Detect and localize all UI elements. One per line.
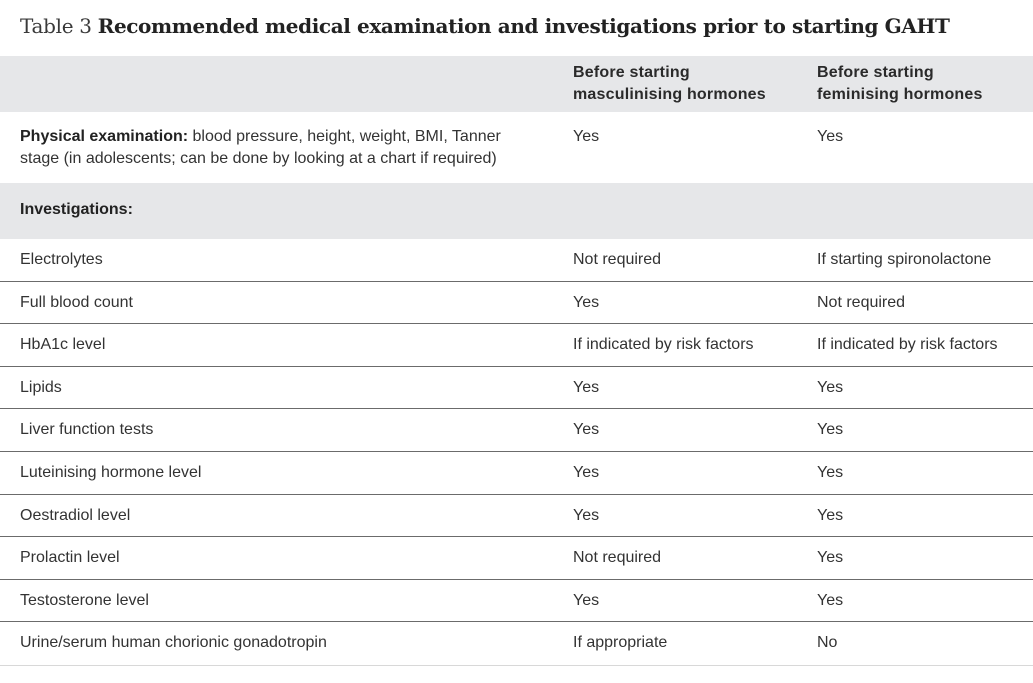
- masc-value: Yes: [573, 421, 600, 439]
- test-name: Prolactin level: [20, 549, 120, 567]
- table-header-row: [0, 56, 1033, 112]
- header-masc-line1: Before starting: [573, 64, 690, 81]
- table-row: [0, 622, 1033, 666]
- table-title: Recommended medical examination and investigations prior to starting GAHT: [97, 14, 950, 38]
- fem-value: Yes: [817, 549, 844, 567]
- physical-examination-detail: blood pressure, height, weight, BMI, Tanner: [188, 128, 501, 145]
- table-row: [0, 239, 1033, 282]
- fem-value: Yes: [817, 506, 844, 524]
- masc-value: Not required: [573, 549, 662, 567]
- fem-value: No: [817, 634, 838, 652]
- masc-value: If indicated by risk factors: [573, 336, 754, 354]
- test-name: Testosterone level: [20, 591, 149, 609]
- header-cell-masculinising: [573, 56, 817, 112]
- table-caption: [20, 14, 949, 44]
- header-fem-line1: Before starting: [817, 64, 934, 81]
- fem-value: Not required: [817, 293, 906, 311]
- fem-value: Yes: [817, 463, 844, 481]
- investigations-section-row: [0, 183, 1033, 239]
- fem-value: Yes: [817, 421, 844, 439]
- test-name: HbA1c level: [20, 336, 106, 354]
- header-cell-item: [0, 56, 573, 112]
- table-row: [0, 495, 1033, 538]
- table-row: [0, 367, 1033, 410]
- physical-examination-label: Physical examination:: [20, 128, 189, 145]
- header-fem-line2: feminising hormones: [817, 86, 983, 103]
- test-name: Urine/serum human chorionic gonadotropin: [20, 634, 327, 652]
- test-name: Electrolytes: [20, 251, 103, 268]
- table-row: [0, 409, 1033, 452]
- fem-value: Yes: [817, 378, 844, 396]
- table-row: [0, 324, 1033, 367]
- header-masc-line2: masculinising hormones: [573, 86, 766, 103]
- test-name: Full blood count: [20, 293, 133, 311]
- physical-examination-row: [0, 112, 1033, 183]
- physical-fem-value: Yes: [817, 128, 844, 145]
- table-row: [0, 580, 1033, 623]
- masc-value: Yes: [573, 591, 600, 609]
- masc-value: Yes: [573, 506, 600, 524]
- header-cell-feminising: [817, 56, 1033, 112]
- fem-value: If indicated by risk factors: [817, 336, 998, 354]
- physical-masc-value: Yes: [573, 128, 600, 145]
- table-number: Table 3: [20, 14, 92, 38]
- fem-value: If starting spironolactone: [817, 251, 992, 268]
- table-row: [0, 452, 1033, 495]
- masc-value: Yes: [573, 378, 600, 396]
- masc-value: Not required: [573, 251, 662, 268]
- physical-examination-cell: [0, 112, 573, 183]
- table-row: [0, 282, 1033, 325]
- masc-value: Yes: [573, 293, 600, 311]
- test-name: Oestradiol level: [20, 506, 131, 524]
- masc-value: If appropriate: [573, 634, 668, 652]
- table-row: [0, 537, 1033, 580]
- physical-examination-line2: stage (in adolescents; can be done by looking at a chart if required): [20, 150, 497, 167]
- masc-value: Yes: [573, 463, 600, 481]
- test-name: Luteinising hormone level: [20, 463, 202, 481]
- physical-examination-line1: [20, 126, 553, 148]
- test-name: Liver function tests: [20, 421, 154, 439]
- recommendations-table: [0, 56, 1033, 666]
- test-name: Lipids: [20, 378, 62, 396]
- fem-value: Yes: [817, 591, 844, 609]
- investigations-heading: Investigations:: [20, 201, 133, 218]
